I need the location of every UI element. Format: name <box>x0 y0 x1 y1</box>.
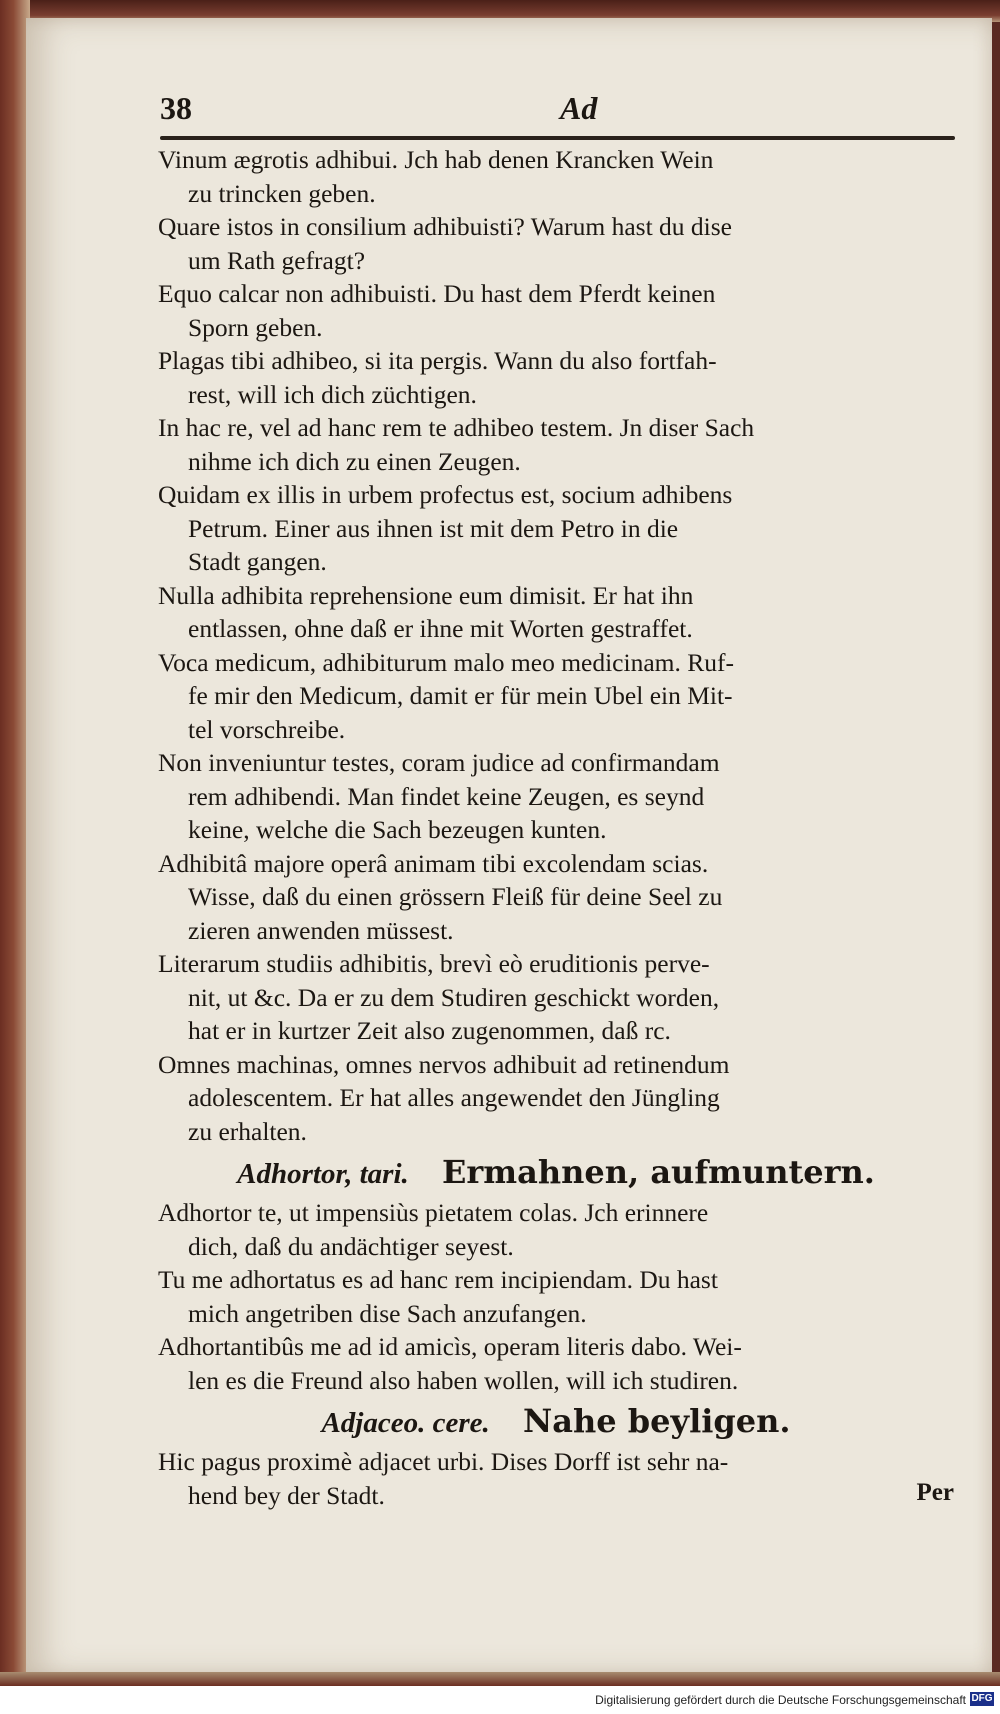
headword-german: Ermahnen, aufmuntern. <box>442 1153 875 1191</box>
entry-line: Hic pagus proximè adjacet urbi. Dises Dorff ist sehr na- <box>158 1447 729 1476</box>
digitization-footer <box>0 1686 1000 1714</box>
entry-line: mich angetriben dise Sach anzufangen. <box>188 1298 587 1328</box>
entry-line: nit, ut &c. Da er zu dem Studiren geschickt worden, <box>188 982 720 1012</box>
entry-line: Voca medicum, adhibiturum malo meo medicinam. Ruf- <box>158 647 734 677</box>
entry-line: adolescentem. Er hat alles angewendet den Jüngling <box>188 1083 720 1112</box>
book-bottom-edge <box>0 1672 1000 1686</box>
page-number: 38 <box>160 90 192 126</box>
entry-line: Adhibitâ majore operâ animam tibi excolendam scias. <box>158 848 709 878</box>
dictionary-entry <box>158 210 954 277</box>
entry-line: Tu me adhortatus es ad hanc rem incipiendam. Du hast <box>158 1265 718 1294</box>
entry-line: entlassen, ohne daß er ihne mit Worten gestraffet. <box>188 614 693 643</box>
dictionary-entry <box>158 277 954 344</box>
entry-line: fe mir den Medicum, damit er für mein Ubel ein Mit- <box>188 681 733 710</box>
footer-credit: Digitalisierung gefördert durch die Deutsche Forschungsgemeinschaft <box>595 1693 966 1707</box>
dictionary-entry <box>158 1048 954 1149</box>
dictionary-entry <box>158 1330 954 1397</box>
entry-line: nihme ich dich zu einen Zeugen. <box>188 446 521 476</box>
headword-german: Nahe beyligen. <box>523 1402 791 1440</box>
entry-group-adhortor <box>158 1196 954 1397</box>
dictionary-entry <box>158 1196 954 1263</box>
entry-line: dich, daß du andächtiger seyest. <box>188 1231 514 1261</box>
entry-line: Literarum studiis adhibitis, brevì eò eruditionis perve- <box>158 949 710 978</box>
dictionary-entry <box>158 847 954 948</box>
entry-group-adhibeo <box>158 143 954 1148</box>
entry-line: Non inveniuntur testes, coram judice ad confirmandam <box>158 748 720 777</box>
dictionary-entry <box>158 1263 954 1330</box>
entry-line: Sporn geben. <box>188 312 323 342</box>
entry-line: zu erhalten. <box>188 1116 307 1146</box>
entry-line: Quidam ex illis in urbem profectus est, socium adhibens <box>158 480 733 509</box>
entry-line: rem adhibendi. Man findet keine Zeugen, es seynd <box>188 781 705 811</box>
dictionary-entry <box>158 143 954 210</box>
headword-latin: Adjaceo. cere. <box>321 1407 490 1439</box>
catchword: Per <box>916 1479 954 1506</box>
dictionary-entry <box>158 344 954 411</box>
dictionary-entry <box>158 478 954 579</box>
entry-line: rest, will ich dich züchtigen. <box>188 379 477 409</box>
dictionary-entry <box>158 746 954 847</box>
headword-adjaceo <box>158 1401 954 1443</box>
dictionary-entry <box>158 579 954 646</box>
entry-line: Equo calcar non adhibuisti. Du hast dem Pferdt keinen <box>158 279 716 308</box>
entry-line: tel vorschreibe. <box>188 714 346 744</box>
running-title: Ad <box>560 90 598 126</box>
entry-line: len es die Freund also haben wollen, will ich studiren. <box>188 1365 739 1395</box>
header-rule <box>160 136 955 140</box>
dictionary-entry <box>158 947 954 1048</box>
entry-line: Stadt gangen. <box>188 547 327 576</box>
entry-line: Plagas tibi adhibeo, si ita pergis. Wann du also fortfah- <box>158 346 717 375</box>
entry-line: Adhortantibûs me ad id amicìs, operam literis dabo. Wei- <box>158 1332 742 1361</box>
entry-line: Quare istos in consilium adhibuisti? Warum hast du dise <box>158 212 732 241</box>
headword-adhortor <box>158 1152 954 1194</box>
entry-line: zu trincken geben. <box>188 178 376 208</box>
entry-line: Omnes machinas, omnes nervos adhibuit ad retinendum <box>158 1049 730 1079</box>
dfg-logo: DFG <box>971 1693 993 1704</box>
entry-line: keine, welche die Sach bezeugen kunten. <box>188 815 607 844</box>
entry-line: Nulla adhibita reprehensione eum dimisit. Er hat ihn <box>158 580 694 610</box>
headword-latin: Adhortor, tari. <box>237 1158 409 1190</box>
entry-line: In hac re, vel ad hanc rem te adhibeo testem. Jn diser Sach <box>158 413 755 442</box>
entry-line: Petrum. Einer aus ihnen ist mit dem Petro in die <box>188 513 679 543</box>
entry-line: Adhortor te, ut impensiùs pietatem colas. Jch erinnere <box>158 1198 709 1227</box>
entry-line: hend bey der Stadt. <box>188 1480 385 1510</box>
entry-line: zieren anwenden müssest. <box>188 915 454 945</box>
entry-line: Vinum ægrotis adhibui. Jch hab denen Krancken Wein <box>158 145 714 174</box>
entry-line: hat er in kurtzer Zeit also zugenommen, daß rc. <box>188 1016 671 1045</box>
dictionary-entry <box>158 411 954 478</box>
page-header <box>160 90 955 130</box>
entry-line: um Rath gefragt? <box>188 245 366 275</box>
dictionary-body <box>158 143 954 1510</box>
dictionary-entry <box>158 646 954 747</box>
entry-line: Wisse, daß du einen grössern Fleiß für deine Seel zu <box>188 882 723 911</box>
